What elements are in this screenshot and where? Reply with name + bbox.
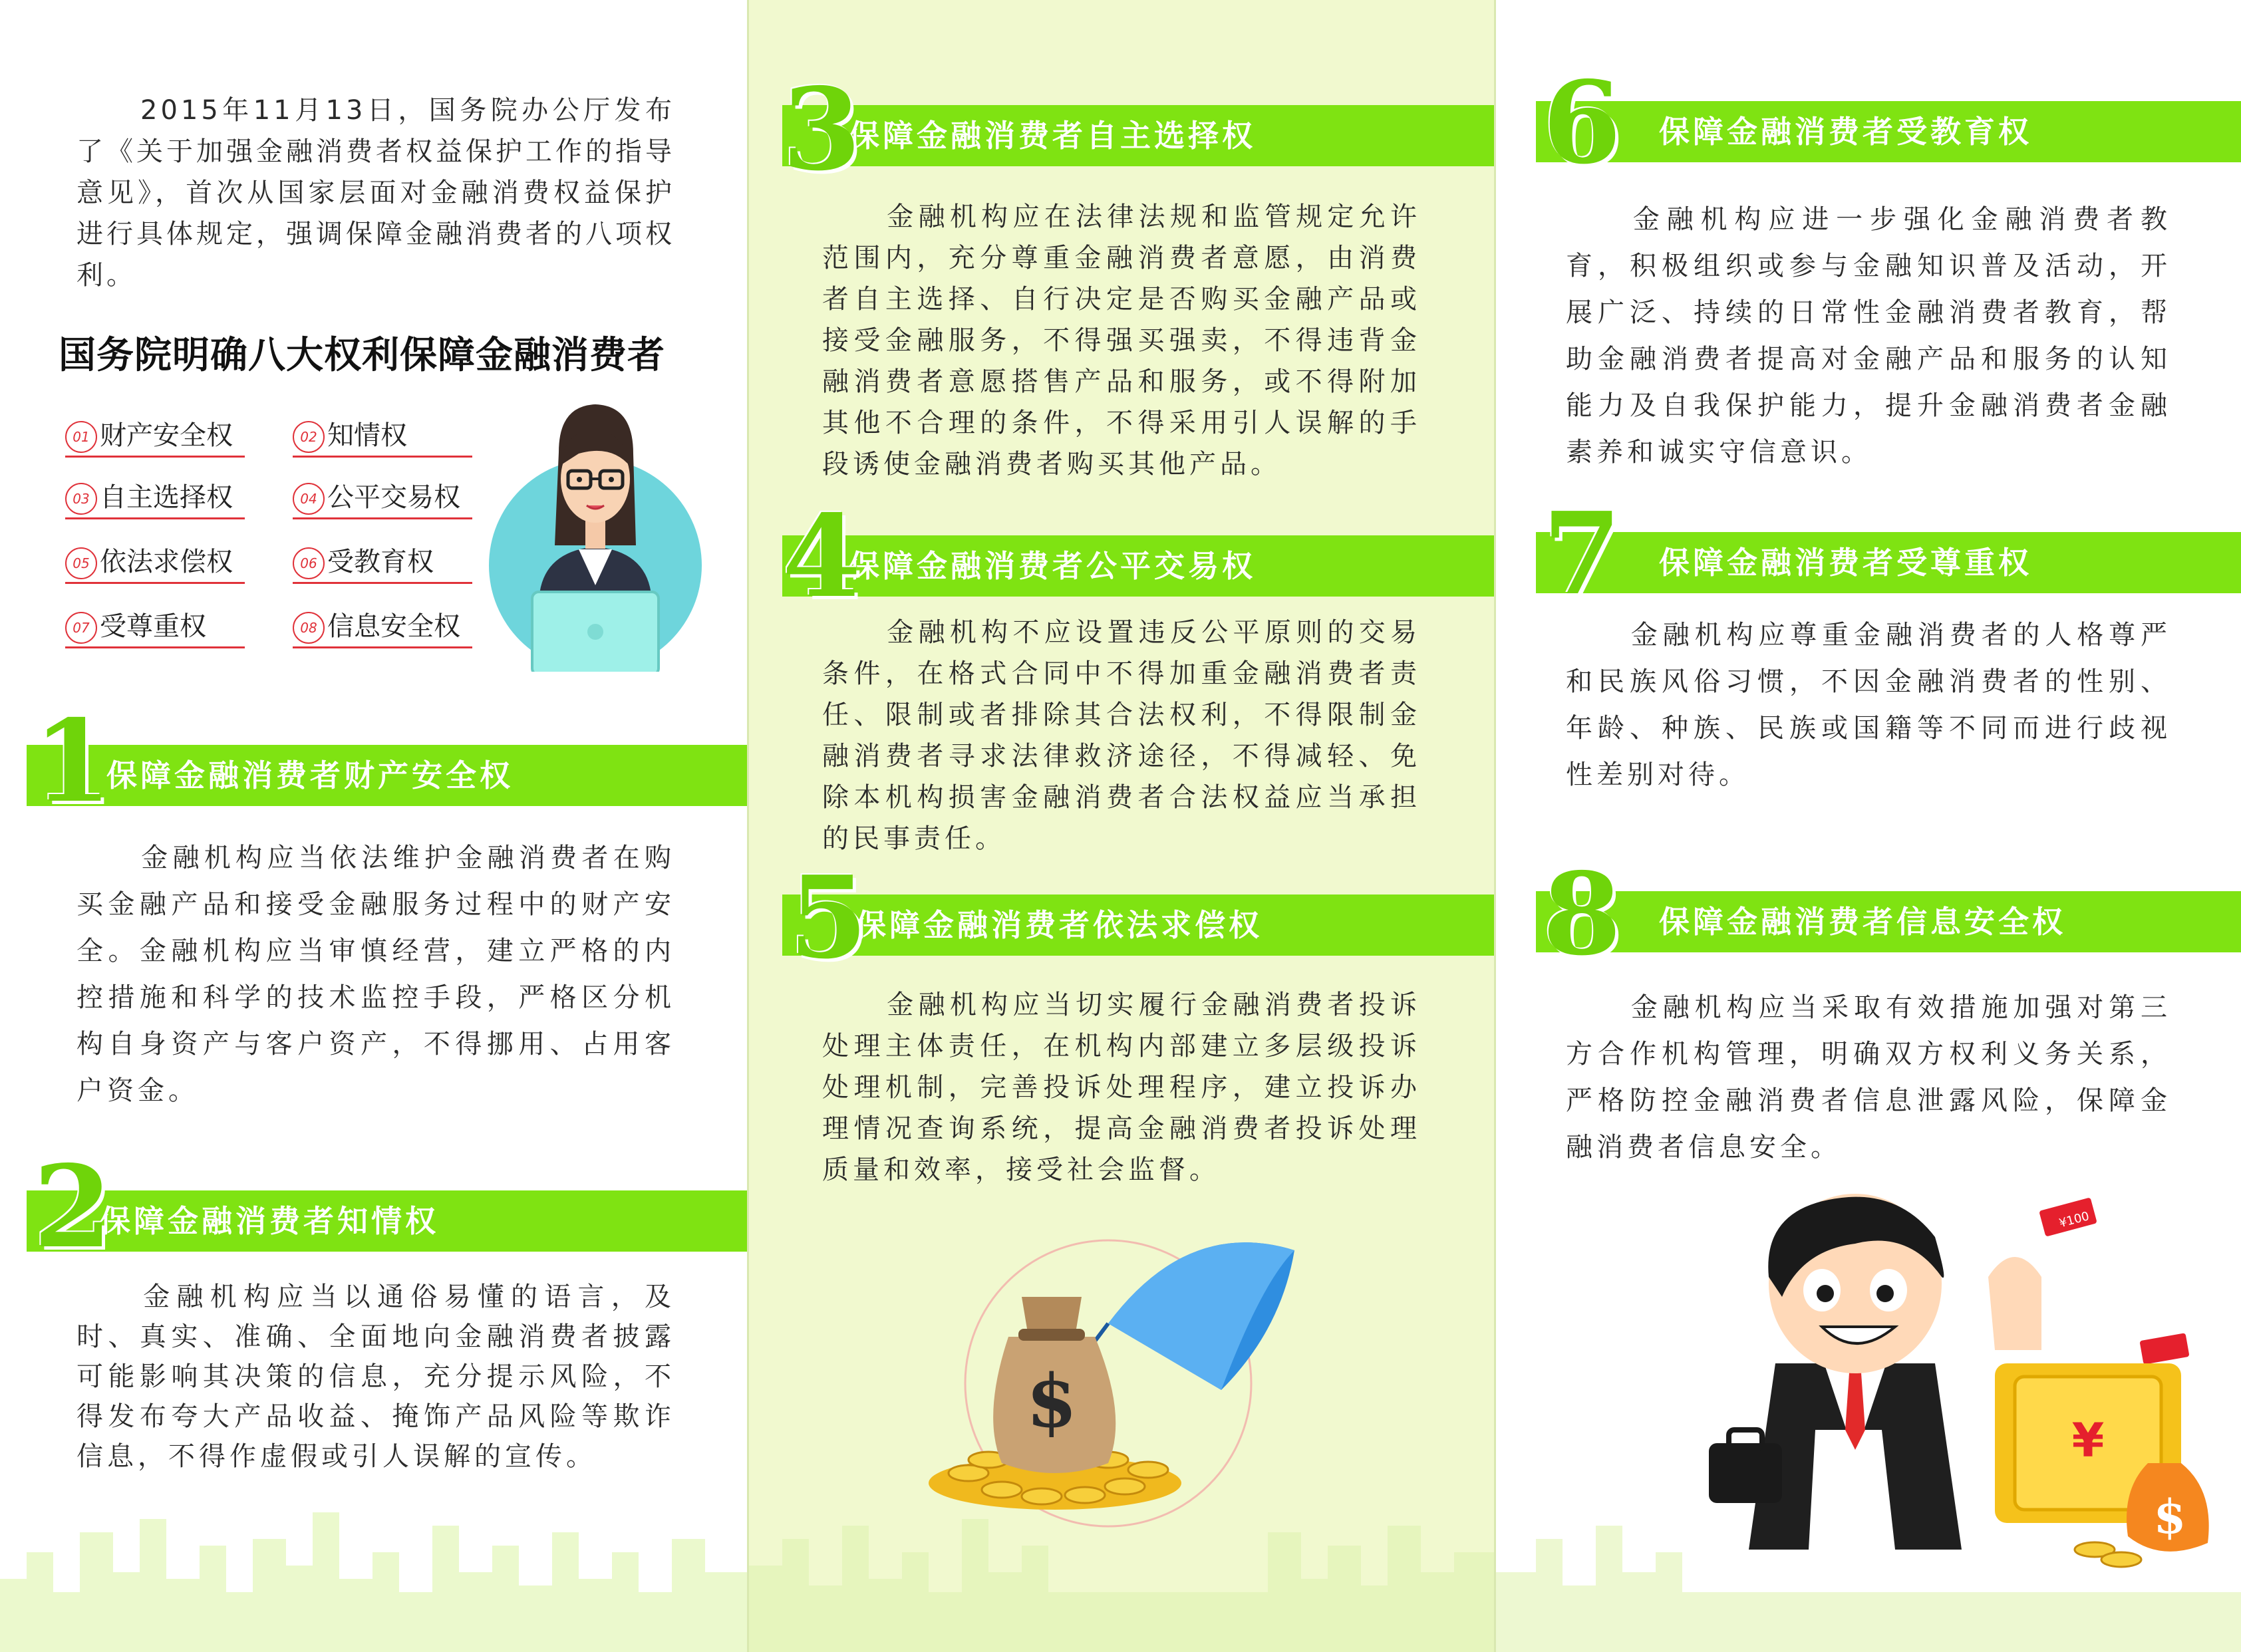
section-6-body <box>1566 196 2171 476</box>
right-label: 公平交易权 <box>327 482 460 513</box>
section-1-number: 1 <box>33 695 112 828</box>
section-8-header-bar <box>1536 891 2241 952</box>
right-number-badge: 07 <box>65 612 97 644</box>
section-5-body-text: 金融机构应当切实履行金融消费者投诉处理主体责任，在机构内部建立多层级投诉处理机制，完善投诉处理程序，建立投诉办理情况查询系统，提高金融消费者投诉处理质量和效率，接受社会监督。 <box>822 990 1421 1185</box>
right-label: 自主选择权 <box>100 482 233 513</box>
section-4-body-text: 金融机构不应设置违反公平原则的交易条件，在格式合同中不得加重金融消费者责任、限制或者排除其合法权利，不得限制金融消费者寻求法律救济途径，不得减轻、免除本机构损害金融消费者合法权益应当承担的民事责任。 <box>822 617 1421 854</box>
section-8-number: 8 <box>1543 848 1622 981</box>
yuan-icon: ¥ <box>2071 1413 2105 1468</box>
section-4-heading: 保障金融消费者公平交易权 <box>849 548 1256 584</box>
panel-right <box>1496 0 2241 1652</box>
section-8-heading: 保障金融消费者信息安全权 <box>1659 904 2066 940</box>
section-6-body-text: 金融机构应进一步强化金融消费者教育，积极组织或参与金融知识普及活动，开展广泛、持续的日常性金融消费者教育，帮助金融消费者提高对金融产品和服务的认知能力及自我保护能力，提升金融消费者金融素养和诚实守信意识。 <box>1566 204 2171 468</box>
panel-middle <box>749 0 1496 1652</box>
right-label: 信息安全权 <box>327 611 460 642</box>
section-2-body <box>76 1277 675 1476</box>
city-skyline-decoration <box>749 1479 1494 1652</box>
section-2-heading: 保障金融消费者知情权 <box>100 1203 439 1239</box>
right-number-badge: 08 <box>293 612 325 644</box>
right-item-03 <box>65 478 245 519</box>
section-7-body-text: 金融机构应尊重金融消费者的人格尊严和民族风俗习惯，不因金融消费者的性别、年龄、种族、民族或国籍等不同而进行歧视性差别对待。 <box>1566 620 2171 790</box>
section-1-header-bar <box>27 745 747 806</box>
right-number-badge: 04 <box>293 483 325 515</box>
right-label: 依法求偿权 <box>100 547 233 577</box>
right-item-08 <box>293 607 472 648</box>
section-6-heading: 保障金融消费者受教育权 <box>1659 114 2032 150</box>
right-number-badge: 02 <box>293 421 325 453</box>
section-7-heading: 保障金融消费者受尊重权 <box>1659 545 2032 581</box>
right-number-badge: 05 <box>65 547 97 579</box>
right-number-badge: 03 <box>65 483 97 515</box>
section-5-body <box>822 984 1421 1190</box>
section-3-header-bar <box>782 105 1494 166</box>
right-item-02 <box>293 416 472 458</box>
small-dollar-bag-icon: $ <box>2153 1489 2186 1544</box>
intro-text: 2015年11月13日，国务院办公厅发布了《关于加强金融消费者权益保护工作的指导意见》，首次从国家层面对金融消费权益保护进行具体规定，强调保障金融消费者的八项权利。 <box>76 95 675 291</box>
woman-laptop-illustration <box>486 392 705 672</box>
right-item-04 <box>293 478 472 519</box>
city-skyline-decoration <box>1496 1479 2241 1652</box>
right-item-05 <box>65 542 245 584</box>
section-3-number: 3 <box>782 63 861 196</box>
banknote-label: ¥100 <box>2057 1209 2091 1231</box>
section-3-heading: 保障金融消费者自主选择权 <box>849 118 1256 154</box>
section-4-number: 4 <box>782 490 861 623</box>
section-2-header-bar <box>27 1190 747 1252</box>
right-number-badge: 01 <box>65 421 97 453</box>
section-2-body-text: 金融机构应当以通俗易懂的语言，及时、真实、准确、全面地向金融消费者披露可能影响其决策的信息，充分提示风险，不得发布夸大产品收益、掩饰产品风险等欺诈信息，不得作虚假或引人误解的宣传。 <box>76 1282 675 1472</box>
section-4-header-bar <box>782 535 1494 597</box>
right-item-07 <box>65 607 245 648</box>
right-label: 财产安全权 <box>100 420 233 451</box>
right-label: 知情权 <box>327 420 407 451</box>
panel-left <box>0 0 749 1652</box>
section-7-header-bar <box>1536 532 2241 593</box>
intro-paragraph <box>76 90 675 296</box>
section-5-heading: 保障金融消费者依法求偿权 <box>855 907 1263 943</box>
right-label: 受教育权 <box>327 547 434 577</box>
section-2-number: 2 <box>33 1141 112 1274</box>
dollar-icon: $ <box>1026 1358 1078 1444</box>
section-3-body-text: 金融机构应在法律法规和监管规定允许范围内，充分尊重金融消费者意愿，由消费者自主选择、自行决定是否购买金融产品或接受金融服务，不得强买强卖，不得违背金融消费者意愿搭售产品和服务，或不得附加其他不合理的条件，不得采用引人误解的手段诱使金融消费者购买其他产品。 <box>822 202 1421 480</box>
section-8-body-text: 金融机构应当采取有效措施加强对第三方合作机构管理，明确双方权利义务关系，严格防控金融消费者信息泄露风险，保障金融消费者信息安全。 <box>1566 992 2171 1163</box>
section-5-number: 5 <box>789 851 868 984</box>
section-6-number: 6 <box>1543 57 1622 190</box>
section-3-body <box>822 196 1421 485</box>
right-item-01 <box>65 416 245 458</box>
section-1-body <box>76 835 675 1114</box>
right-item-06 <box>293 542 472 584</box>
section-4-body <box>822 612 1421 859</box>
section-6-header-bar <box>1536 101 2241 162</box>
section-5-header-bar <box>782 895 1494 956</box>
right-number-badge: 06 <box>293 547 325 579</box>
section-7-body <box>1566 612 2171 798</box>
rights-overview-title: 国务院明确八大权利保障金融消费者 <box>59 334 665 377</box>
city-skyline-decoration <box>0 1479 747 1652</box>
section-8-body <box>1566 984 2171 1170</box>
section-7-number: 7 <box>1543 487 1622 620</box>
right-label: 受尊重权 <box>100 611 206 642</box>
section-1-body-text: 金融机构应当依法维护金融消费者在购买金融产品和接受金融服务过程中的财产安全。金融机构应当审慎经营，建立严格的内控措施和科学的技术监控手段，严格区分机构自身资产与客户资产，不得挪用、占用客户资金。 <box>76 843 675 1106</box>
section-1-heading: 保障金融消费者财产安全权 <box>106 757 514 793</box>
